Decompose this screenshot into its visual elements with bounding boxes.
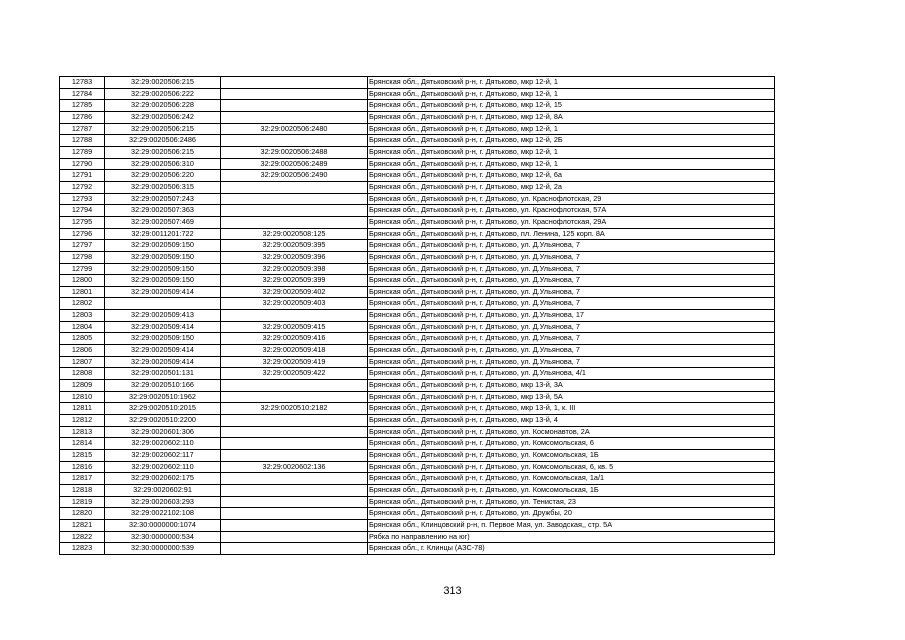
table-row	[60, 123, 775, 135]
building-cadastral-number-cell	[221, 391, 368, 403]
table-row	[60, 170, 775, 182]
building-cadastral-number-cell	[221, 181, 368, 193]
table-row	[60, 216, 775, 228]
address-cell: Брянская обл., Дятьковский р-н, г. Дятьково, мкр 12-й, 8А	[368, 111, 775, 123]
building-cadastral-number-cell	[221, 450, 368, 462]
registry-table	[59, 76, 775, 555]
cadastral-number-cell: 32:29:0020602:110	[105, 438, 221, 450]
table-row	[60, 228, 775, 240]
cadastral-number-cell: 32:29:0020509:150	[105, 333, 221, 345]
table-row	[60, 415, 775, 427]
address-cell: Брянская обл., Дятьковский р-н, г. Дятьково, ул. Д.Ульянова, 4/1	[368, 368, 775, 380]
cadastral-number-cell: 32:29:0020509:413	[105, 310, 221, 322]
building-cadastral-number-cell: 32:29:0020509:396	[221, 251, 368, 263]
table-row	[60, 77, 775, 89]
table-row	[60, 286, 775, 298]
building-cadastral-number-cell	[221, 438, 368, 450]
cadastral-number-cell: 32:29:0020509:414	[105, 321, 221, 333]
row-number-cell: 12814	[60, 438, 105, 450]
row-number-cell: 12797	[60, 240, 105, 252]
address-cell: Брянская обл., Дятьковский р-н, г. Дятьково, пл. Ленина, 125 корп. 8А	[368, 228, 775, 240]
building-cadastral-number-cell: 32:29:0020508:125	[221, 228, 368, 240]
row-number-cell: 12813	[60, 426, 105, 438]
address-cell: Брянская обл., Дятьковский р-н, г. Дятьково, мкр 12-й, 1	[368, 146, 775, 158]
cadastral-number-cell: 32:29:0020510:1962	[105, 391, 221, 403]
building-cadastral-number-cell	[221, 135, 368, 147]
row-number-cell: 12794	[60, 205, 105, 217]
cadastral-number-cell: 32:29:0020509:150	[105, 263, 221, 275]
row-number-cell: 12816	[60, 461, 105, 473]
row-number-cell: 12812	[60, 415, 105, 427]
row-number-cell: 12811	[60, 403, 105, 415]
building-cadastral-number-cell	[221, 100, 368, 112]
cadastral-number-cell: 32:29:0020510:166	[105, 380, 221, 392]
building-cadastral-number-cell	[221, 88, 368, 100]
building-cadastral-number-cell	[221, 310, 368, 322]
table-row	[60, 251, 775, 263]
table-row	[60, 450, 775, 462]
row-number-cell: 12800	[60, 275, 105, 287]
row-number-cell: 12822	[60, 531, 105, 543]
table-row	[60, 543, 775, 555]
building-cadastral-number-cell	[221, 519, 368, 531]
cadastral-number-cell: 32:29:0020602:117	[105, 450, 221, 462]
row-number-cell: 12798	[60, 251, 105, 263]
building-cadastral-number-cell	[221, 193, 368, 205]
row-number-cell: 12806	[60, 345, 105, 357]
building-cadastral-number-cell	[221, 111, 368, 123]
building-cadastral-number-cell	[221, 473, 368, 485]
building-cadastral-number-cell: 32:29:0020506:2490	[221, 170, 368, 182]
table-row	[60, 531, 775, 543]
building-cadastral-number-cell: 32:29:0020602:136	[221, 461, 368, 473]
row-number-cell: 12818	[60, 484, 105, 496]
building-cadastral-number-cell	[221, 380, 368, 392]
building-cadastral-number-cell	[221, 484, 368, 496]
table-row	[60, 345, 775, 357]
cadastral-number-cell: 32:29:0020506:228	[105, 100, 221, 112]
address-cell: Брянская обл., Дятьковский р-н, г. Дятьково, ул. Д.Ульянова, 7	[368, 251, 775, 263]
row-number-cell: 12791	[60, 170, 105, 182]
row-number-cell: 12792	[60, 181, 105, 193]
row-number-cell: 12799	[60, 263, 105, 275]
address-cell: Брянская обл., Клинцовский р-н, п. Первое Мая, ул. Заводская,, стр. 5А	[368, 519, 775, 531]
building-cadastral-number-cell	[221, 77, 368, 89]
address-cell: Брянская обл., Дятьковский р-н, г. Дятьково, ул. Дружбы, 20	[368, 508, 775, 520]
address-cell: Брянская обл., Дятьковский р-н, г. Дятьково, мкр 13-й, 4	[368, 415, 775, 427]
table-row	[60, 496, 775, 508]
building-cadastral-number-cell	[221, 415, 368, 427]
cadastral-number-cell: 32:29:0020509:150	[105, 251, 221, 263]
table-row	[60, 158, 775, 170]
table-row	[60, 391, 775, 403]
cadastral-number-cell	[105, 298, 221, 310]
table-row	[60, 356, 775, 368]
cadastral-number-cell: 32:29:0020509:150	[105, 275, 221, 287]
address-cell: Брянская обл., Дятьковский р-н, г. Дятьково, мкр 12-й, 15	[368, 100, 775, 112]
table-row	[60, 88, 775, 100]
building-cadastral-number-cell: 32:29:0020510:2182	[221, 403, 368, 415]
building-cadastral-number-cell	[221, 216, 368, 228]
table-row	[60, 426, 775, 438]
table-row	[60, 298, 775, 310]
row-number-cell: 12817	[60, 473, 105, 485]
cadastral-number-cell: 32:29:0020506:215	[105, 146, 221, 158]
address-cell: Брянская обл., Дятьковский р-н, г. Дятьково, ул. Комсомольская, 1а/1	[368, 473, 775, 485]
row-number-cell: 12784	[60, 88, 105, 100]
row-number-cell: 12807	[60, 356, 105, 368]
cadastral-number-cell: 32:29:0020602:175	[105, 473, 221, 485]
cadastral-number-cell: 32:30:0000000:534	[105, 531, 221, 543]
cadastral-number-cell: 32:29:0020506:315	[105, 181, 221, 193]
registry-table-body	[60, 77, 775, 555]
building-cadastral-number-cell: 32:29:0020509:418	[221, 345, 368, 357]
address-cell: Брянская обл., Дятьковский р-н, г. Дятьково, мкр 12-й, 2Б	[368, 135, 775, 147]
row-number-cell: 12821	[60, 519, 105, 531]
document-page	[59, 76, 775, 555]
building-cadastral-number-cell: 32:29:0020509:399	[221, 275, 368, 287]
address-cell: Брянская обл., Дятьковский р-н, г. Дятьково, мкр 12-й, 1	[368, 123, 775, 135]
cadastral-number-cell: 32:29:0020509:414	[105, 345, 221, 357]
cadastral-number-cell: 32:29:0020507:469	[105, 216, 221, 228]
table-row	[60, 146, 775, 158]
row-number-cell: 12785	[60, 100, 105, 112]
building-cadastral-number-cell: 32:29:0020509:403	[221, 298, 368, 310]
building-cadastral-number-cell	[221, 531, 368, 543]
address-cell: Брянская обл., Дятьковский р-н, г. Дятьково, мкр 12-й, 1	[368, 88, 775, 100]
page-number: 313	[443, 585, 462, 597]
row-number-cell: 12783	[60, 77, 105, 89]
row-number-cell: 12815	[60, 450, 105, 462]
address-cell: Брянская обл., Дятьковский р-н, г. Дятьково, ул. Комсомольская, 1Б	[368, 484, 775, 496]
building-cadastral-number-cell: 32:29:0020506:2489	[221, 158, 368, 170]
building-cadastral-number-cell: 32:29:0020509:422	[221, 368, 368, 380]
address-cell: Брянская обл., Дятьковский р-н, г. Дятьково, ул. Комсомольская, 6	[368, 438, 775, 450]
table-row	[60, 111, 775, 123]
address-cell: Брянская обл., Дятьковский р-н, г. Дятьково, ул. Д.Ульянова, 7	[368, 275, 775, 287]
address-cell: Брянская обл., Дятьковский р-н, г. Дятьково, ул. Комсомольская, 6, кв. 5	[368, 461, 775, 473]
building-cadastral-number-cell: 32:29:0020509:419	[221, 356, 368, 368]
building-cadastral-number-cell: 32:29:0020506:2480	[221, 123, 368, 135]
building-cadastral-number-cell: 32:29:0020509:402	[221, 286, 368, 298]
table-row	[60, 461, 775, 473]
address-cell: Брянская обл., Дятьковский р-н, г. Дятьково, мкр 13-й, 5А	[368, 391, 775, 403]
table-row	[60, 438, 775, 450]
row-number-cell: 12809	[60, 380, 105, 392]
address-cell: Брянская обл., Дятьковский р-н, г. Дятьково, ул. Д.Ульянова, 7	[368, 298, 775, 310]
address-cell: Брянская обл., Дятьковский р-н, г. Дятьково, мкр 12-й, 1	[368, 158, 775, 170]
cadastral-number-cell: 32:29:0020501:131	[105, 368, 221, 380]
cadastral-number-cell: 32:29:0020509:414	[105, 286, 221, 298]
address-cell: Брянская обл., Дятьковский р-н, г. Дятьково, ул. Д.Ульянова, 7	[368, 345, 775, 357]
cadastral-number-cell: 32:29:0022102:108	[105, 508, 221, 520]
building-cadastral-number-cell: 32:29:0020506:2488	[221, 146, 368, 158]
address-cell: Брянская обл., Дятьковский р-н, г. Дятьково, ул. Краснофлотская, 29	[368, 193, 775, 205]
table-row	[60, 403, 775, 415]
address-cell: Брянская обл., Дятьковский р-н, г. Дятьково, ул. Тенистая, 23	[368, 496, 775, 508]
cadastral-number-cell: 32:29:0020506:242	[105, 111, 221, 123]
building-cadastral-number-cell	[221, 426, 368, 438]
table-row	[60, 275, 775, 287]
building-cadastral-number-cell	[221, 496, 368, 508]
address-cell: Брянская обл., Дятьковский р-н, г. Дятьково, ул. Д.Ульянова, 7	[368, 286, 775, 298]
cadastral-number-cell: 32:29:0020506:222	[105, 88, 221, 100]
address-cell: Брянская обл., Дятьковский р-н, г. Дятьково, мкр 12-й, 6а	[368, 170, 775, 182]
row-number-cell: 12787	[60, 123, 105, 135]
cadastral-number-cell: 32:29:0020602:110	[105, 461, 221, 473]
table-row	[60, 321, 775, 333]
building-cadastral-number-cell: 32:29:0020509:416	[221, 333, 368, 345]
table-row	[60, 473, 775, 485]
cadastral-number-cell: 32:29:0020506:2486	[105, 135, 221, 147]
building-cadastral-number-cell	[221, 543, 368, 555]
cadastral-number-cell: 32:30:0000000:539	[105, 543, 221, 555]
address-cell: Брянская обл., Дятьковский р-н, г. Дятьково, мкр 12-й, 2а	[368, 181, 775, 193]
address-cell: Брянская обл., Дятьковский р-н, г. Дятьково, мкр 13-й, 1, к. III	[368, 403, 775, 415]
row-number-cell: 12803	[60, 310, 105, 322]
table-row	[60, 100, 775, 112]
cadastral-number-cell: 32:29:0020602:91	[105, 484, 221, 496]
row-number-cell: 12823	[60, 543, 105, 555]
table-row	[60, 193, 775, 205]
address-cell: Брянская обл., Дятьковский р-н, г. Дятьково, ул. Д.Ульянова, 7	[368, 333, 775, 345]
row-number-cell: 12790	[60, 158, 105, 170]
cadastral-number-cell: 32:30:0000000:1074	[105, 519, 221, 531]
building-cadastral-number-cell: 32:29:0020509:415	[221, 321, 368, 333]
row-number-cell: 12801	[60, 286, 105, 298]
row-number-cell: 12808	[60, 368, 105, 380]
row-number-cell: 12789	[60, 146, 105, 158]
building-cadastral-number-cell	[221, 205, 368, 217]
row-number-cell: 12788	[60, 135, 105, 147]
row-number-cell: 12805	[60, 333, 105, 345]
table-row	[60, 263, 775, 275]
row-number-cell: 12795	[60, 216, 105, 228]
table-row	[60, 181, 775, 193]
cadastral-number-cell: 32:29:0020506:215	[105, 77, 221, 89]
address-cell: Брянская обл., Дятьковский р-н, г. Дятьково, мкр 13-й, 3А	[368, 380, 775, 392]
address-cell: Брянская обл., Дятьковский р-н, г. Дятьково, ул. Краснофлотская, 57А	[368, 205, 775, 217]
table-row	[60, 484, 775, 496]
cadastral-number-cell: 32:29:0020603:293	[105, 496, 221, 508]
row-number-cell: 12819	[60, 496, 105, 508]
building-cadastral-number-cell	[221, 508, 368, 520]
address-cell: Брянская обл., Дятьковский р-н, г. Дятьково, ул. Д.Ульянова, 7	[368, 356, 775, 368]
address-cell: Брянская обл., Дятьковский р-н, г. Дятьково, ул. Д.Ульянова, 7	[368, 263, 775, 275]
address-cell: Брянская обл., Дятьковский р-н, г. Дятьково, мкр 12-й, 1	[368, 77, 775, 89]
table-row	[60, 333, 775, 345]
table-row	[60, 310, 775, 322]
row-number-cell: 12802	[60, 298, 105, 310]
cadastral-number-cell: 32:29:0020506:220	[105, 170, 221, 182]
cadastral-number-cell: 32:29:0011201:722	[105, 228, 221, 240]
cadastral-number-cell: 32:29:0020510:2200	[105, 415, 221, 427]
address-cell: Брянская обл., Дятьковский р-н, г. Дятьково, ул. Д.Ульянова, 7	[368, 240, 775, 252]
row-number-cell: 12810	[60, 391, 105, 403]
cadastral-number-cell: 32:29:0020507:363	[105, 205, 221, 217]
address-cell: Брянская обл., г. Клинцы (АЗС-78)	[368, 543, 775, 555]
table-row	[60, 205, 775, 217]
address-cell: Брянская обл., Дятьковский р-н, г. Дятьково, ул. Комсомольская, 1Б	[368, 450, 775, 462]
table-row	[60, 380, 775, 392]
building-cadastral-number-cell: 32:29:0020509:398	[221, 263, 368, 275]
table-row	[60, 135, 775, 147]
cadastral-number-cell: 32:29:0020506:215	[105, 123, 221, 135]
address-cell: Брянская обл., Дятьковский р-н, г. Дятьково, ул. Космонавтов, 2А	[368, 426, 775, 438]
cadastral-number-cell: 32:29:0020601:306	[105, 426, 221, 438]
address-cell: Брянская обл., Дятьковский р-н, г. Дятьково, ул. Краснофлотская, 29А	[368, 216, 775, 228]
cadastral-number-cell: 32:29:0020510:2015	[105, 403, 221, 415]
table-row	[60, 519, 775, 531]
row-number-cell: 12793	[60, 193, 105, 205]
table-row	[60, 368, 775, 380]
cadastral-number-cell: 32:29:0020506:310	[105, 158, 221, 170]
address-cell: Брянская обл., Дятьковский р-н, г. Дятьково, ул. Д.Ульянова, 17	[368, 310, 775, 322]
address-cell: Рябка по направлению на юг)	[368, 531, 775, 543]
building-cadastral-number-cell: 32:29:0020509:395	[221, 240, 368, 252]
table-row	[60, 508, 775, 520]
row-number-cell: 12796	[60, 228, 105, 240]
row-number-cell: 12804	[60, 321, 105, 333]
row-number-cell: 12820	[60, 508, 105, 520]
cadastral-number-cell: 32:29:0020509:414	[105, 356, 221, 368]
cadastral-number-cell: 32:29:0020507:243	[105, 193, 221, 205]
address-cell: Брянская обл., Дятьковский р-н, г. Дятьково, ул. Д.Ульянова, 7	[368, 321, 775, 333]
table-row	[60, 240, 775, 252]
row-number-cell: 12786	[60, 111, 105, 123]
cadastral-number-cell: 32:29:0020509:150	[105, 240, 221, 252]
